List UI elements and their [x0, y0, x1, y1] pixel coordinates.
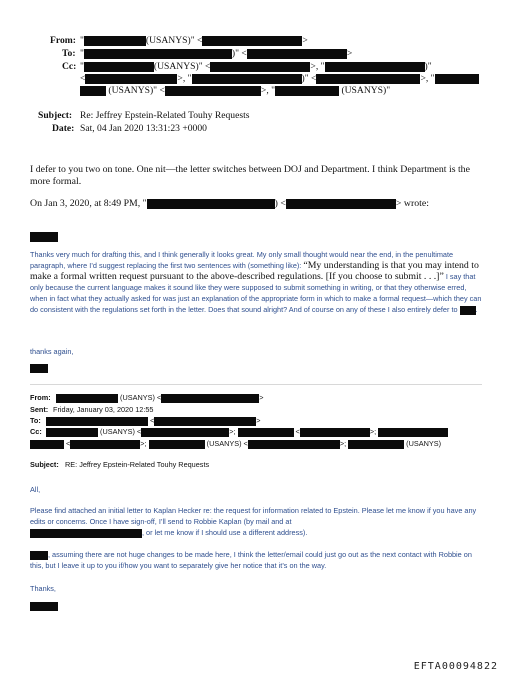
orig-cc-usanys: (USANYS) <: [100, 427, 142, 436]
orig-to-lt: <: [150, 416, 155, 425]
date-label: Date:: [52, 123, 75, 134]
redaction: [435, 74, 479, 84]
divider: [30, 384, 482, 385]
orig-from-close: >: [259, 393, 264, 402]
redaction: [325, 62, 425, 72]
to-quote: ": [80, 48, 84, 59]
redaction: [149, 440, 205, 449]
orig-cc-sep: >;: [229, 427, 236, 436]
redaction: [210, 62, 310, 72]
redaction: [30, 364, 48, 373]
to-close: >: [346, 48, 353, 59]
redaction: [275, 86, 339, 96]
bates-number: EFTA00094822: [413, 661, 498, 672]
orig-cc-sep: >;: [339, 439, 347, 448]
orig-cc-sep: >;: [140, 439, 147, 448]
orig-body-para2: [30, 549, 482, 571]
redaction: [46, 428, 98, 437]
redaction: [30, 232, 58, 242]
orig-sent-label: Sent:: [30, 405, 49, 414]
redaction: [30, 551, 48, 560]
quoted-suggestion: “My understanding is that you may intend to make a formal written request pursuant to the above-described regulations. [If you choose to submit . . .]”: [30, 260, 479, 282]
quoted-paragraph: [30, 249, 482, 315]
redaction: [202, 36, 302, 46]
orig-cc-lt: <: [66, 439, 71, 448]
cc-value-line3: [80, 85, 390, 96]
on-wrote-line: [30, 198, 429, 209]
from-value: [80, 35, 308, 46]
cc-value-line1: [80, 61, 432, 72]
orig-body1-text: Please find attached an initial letter to Kaplan Hecker re: the request for information related to Epstein. Please let me know if you have any edits or concerns. Once I have sign-off, I’ll send to Robbie Kaplan (by mail and at: [30, 506, 477, 526]
cc-sep: >, ": [420, 73, 435, 84]
to-value: [80, 48, 352, 59]
orig-body2-text: , assuming there are not huge changes to be made here, I think the letter/email could just go out as the next contact with Robbie on this, but I leave it up to you if/how you want to separately give her notice that it’s on the way.: [30, 550, 472, 570]
quoted-signature: [30, 359, 48, 377]
redaction: [70, 440, 140, 449]
redaction: [165, 86, 261, 96]
redaction: [192, 74, 302, 84]
from-close: >: [302, 35, 308, 46]
orig-subject-value: RE: Jeffrey Epstein-Related Touhy Requests: [65, 460, 210, 469]
orig-to-value: [46, 416, 261, 426]
redaction: [84, 49, 232, 59]
on-suffix: > wrote:: [395, 198, 429, 209]
orig-body1-end: , or let me know if I should use a different address).: [142, 528, 308, 537]
reply-text: I defer to you two on tone. One nit—the letter switches between DOJ and Department. I think Department is the more formal.: [30, 164, 470, 187]
orig-to-label: To:: [30, 416, 41, 425]
orig-cc-usanys-end: (USANYS): [406, 439, 442, 448]
orig-subject-label: Subject:: [30, 460, 59, 469]
orig-cc-line2: [30, 439, 441, 449]
redaction: [85, 74, 177, 84]
orig-signature: [30, 597, 58, 615]
orig-from-label: From:: [30, 393, 51, 402]
redaction: [316, 74, 420, 84]
to-mid: )" <: [231, 48, 247, 59]
on-mid: ) <: [274, 198, 286, 209]
cc-value-line2: [80, 73, 479, 84]
subject-label: Subject:: [38, 110, 73, 121]
redaction: [247, 49, 347, 59]
quoted-period: .: [475, 305, 478, 314]
cc-usanys: (USANYS)": [341, 85, 391, 96]
redaction: [30, 602, 58, 611]
orig-cc-sep: >;: [369, 427, 377, 436]
redaction: [141, 428, 229, 437]
cc-sep: >, ": [260, 85, 276, 96]
orig-from-value: [56, 393, 263, 403]
redaction: [300, 428, 370, 437]
from-quote: ": [80, 35, 84, 46]
redaction: [248, 440, 340, 449]
on-prefix: On Jan 3, 2020, at 8:49 PM, ": [30, 198, 147, 209]
quoted-text: Thanks very much for drafting this, and I think generally it looks great. My only small thought would near the end, in the penultimate paragraph, where I’d suggest replacing the first two sentences with (something like):: [30, 250, 454, 270]
redaction: [286, 199, 396, 209]
redaction: [30, 440, 64, 449]
to-label: To:: [62, 48, 76, 59]
orig-cc-lt: <: [295, 427, 300, 436]
redaction: [147, 199, 275, 209]
orig-cc-line1: [46, 427, 448, 437]
orig-greeting: All,: [30, 485, 41, 494]
orig-signoff: Thanks,: [30, 584, 56, 593]
quoted-text-cont: I say that only because the current language makes it sound like they were supposed to submit something in writing, or that they otherwise erred, when in fact what they actually asked for was just an explanation of the appropriate form in which to make a formal request—which they can do consistent with the regulations set forth in the letter. Does that sound alright? And of course on any of these I also entirely defer to: [30, 272, 482, 314]
orig-sent-value: Friday, January 03, 2020 12:55: [53, 405, 154, 414]
subject-value: Re: Jeffrey Epstein-Related Touhy Requests: [80, 110, 250, 121]
redaction: [46, 417, 148, 426]
cc-usanys: (USANYS)" <: [108, 85, 165, 96]
redaction: [80, 86, 106, 96]
cc-sep: >, ": [177, 73, 192, 84]
orig-from-usanys: (USANYS) <: [120, 393, 162, 402]
from-label: From:: [50, 35, 76, 46]
orig-body-para1: [30, 505, 482, 538]
cc-end: )": [424, 61, 432, 72]
redaction: [154, 417, 256, 426]
date-value: Sat, 04 Jan 2020 13:31:23 +0000: [80, 123, 207, 134]
cc-label: Cc:: [62, 61, 77, 72]
redaction: [56, 394, 118, 403]
redaction: [84, 36, 146, 46]
from-usanys: (USANYS)" <: [145, 35, 203, 46]
cc-mid: )" <: [301, 73, 317, 84]
orig-cc-usanys: (USANYS) <: [206, 439, 248, 448]
cc-quote: ": [80, 61, 84, 72]
cc-lt: <: [80, 73, 86, 84]
redaction: [161, 394, 259, 403]
cc-usanys: (USANYS)" <: [153, 61, 211, 72]
quoted-thanks: thanks again,: [30, 347, 74, 356]
orig-to-close: >: [256, 416, 261, 425]
cc-sep: >, ": [310, 61, 325, 72]
quoted-salutation: [30, 228, 58, 246]
redaction: [348, 440, 404, 449]
redaction: [84, 62, 154, 72]
redaction: [238, 428, 294, 437]
redaction: [378, 428, 448, 437]
redaction: [30, 529, 142, 538]
orig-cc-label: Cc:: [30, 427, 42, 436]
redaction: [460, 306, 476, 315]
